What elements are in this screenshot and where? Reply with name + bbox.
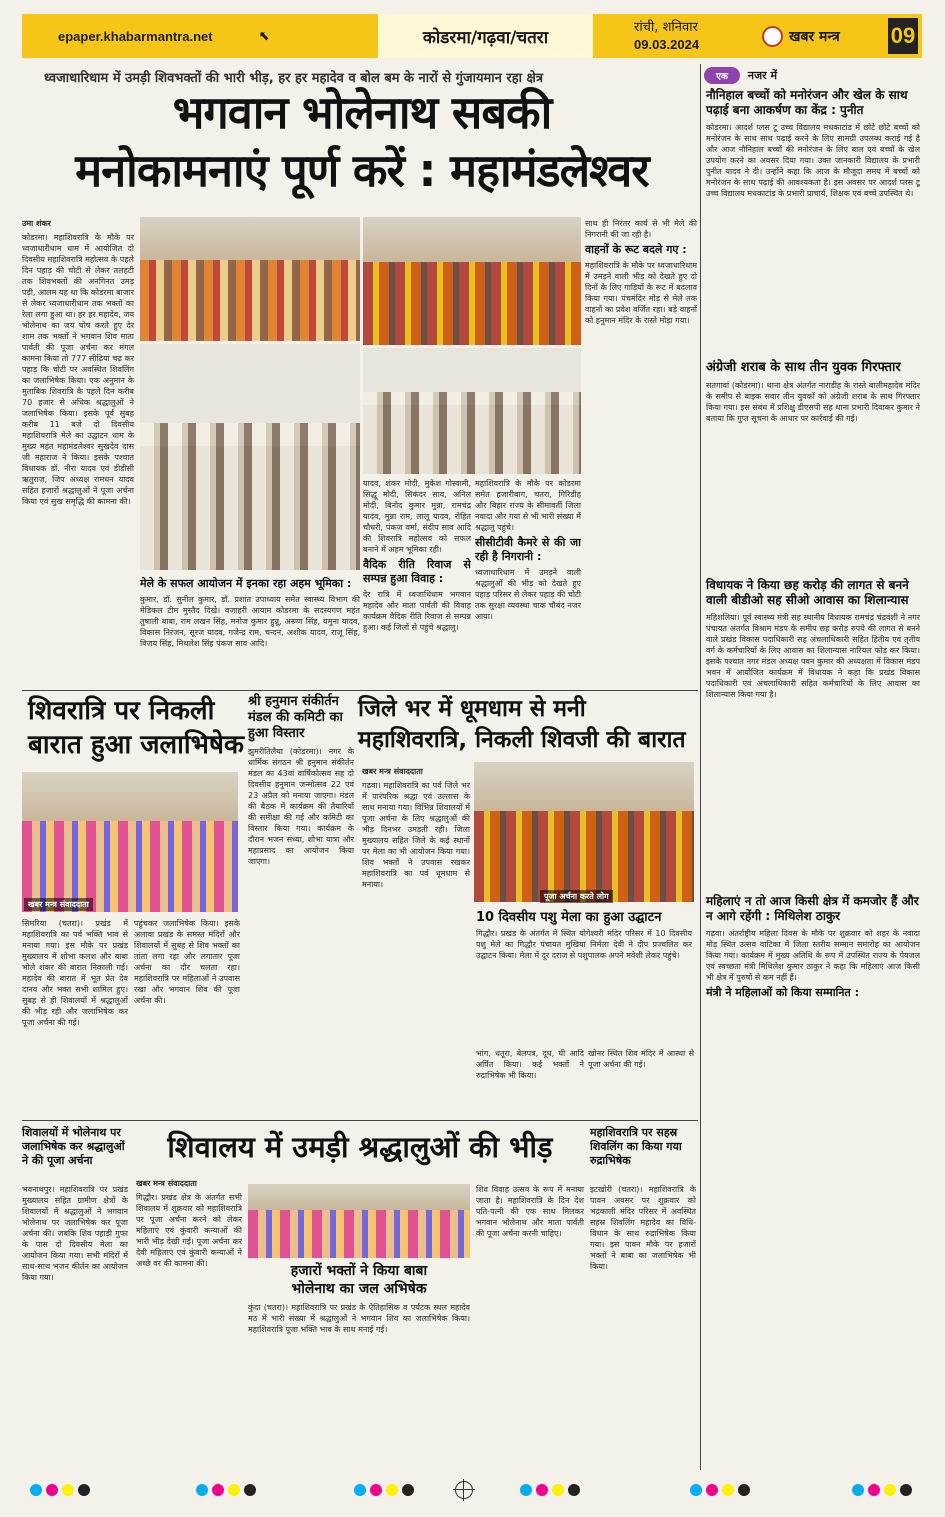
baraat-headline: [28, 694, 248, 762]
black-dot: [900, 1484, 912, 1496]
district-headline: [358, 694, 694, 756]
baraat-headline-line2: बारात हुआ जलाभिषेक: [28, 730, 244, 760]
lead-sub-cctv: सीसीटीवी कैमरे से की जा रही है निगरानी :: [475, 536, 581, 563]
sahastra-title: महाशिवरात्रि पर सहस्र शिवलिंग का किया गया रुद्राभिषेक: [590, 1126, 682, 1167]
shivalay-column-3: [476, 1184, 584, 1470]
black-dot: [244, 1484, 256, 1496]
yellow-dot: [62, 1484, 74, 1496]
lead-column-2: [140, 574, 360, 686]
right-story2-column: [706, 380, 920, 576]
right-story3-column: [706, 612, 920, 890]
shivalay-column-1: [136, 1178, 242, 1470]
right-story2-title: अंग्रेजी शराब के साथ तीन युवक गिरफ्तार: [706, 360, 901, 375]
lead-column-3a: [363, 478, 471, 686]
lead-body-6: महाशिवरात्रि के मौके पर कोडरमा समेत हजारीबाग, चतरा, गिरिडीह और बिहार राज्य के सीमावर्ती जिला नवादा और गया से भी भारी संख्या में श्रद्धालु पहुंचे।: [475, 479, 581, 532]
magenta-dot: [46, 1484, 58, 1496]
baraat-photo: [22, 772, 238, 912]
site-url[interactable]: epaper.khabarmantra.net: [58, 28, 213, 44]
baraat-body: सिमरिया (चतरा)। प्रखंड में महाशिवरात्रि का पर्व भक्ति भाव से मनाया गया। इस मौके पर प्रखंड मुख्यालय में शोभा कलश और बाबा भोले शंकर की बारात निकाली गई। महादेव की बारात में भूत प्रेत देव दानव और भक्त सभी शामिल हुए। सुबह से ही शिवालयों में श्रद्धालुओं की भीड़ रही और जलाभिषेक कर पूजा अर्चना की गई।: [22, 919, 128, 1027]
lead-headline: [24, 84, 700, 200]
shivalay-byline: खबर मन्त्र संवाददाता: [136, 1179, 197, 1188]
lead-body-2: साथ ही निरंतर कार्य से भी मेले की निगरानी की जा रही है।: [585, 219, 697, 239]
right-story2-body: सतगावां (कोडरमा)। थाना क्षेत्र अंतर्गत नाराडीह के रास्ते बालीमहादेव मंदिर के समीप से बाइक सवार तीन युवकों को अंग्रेजी शराब के साथ गिरफ्तार किया गया। इस संबंध में प्रशिक्षु डीएसपी सह थाना प्रभारी दिवाकर कुमार ने बताया कि गुप्त सूचना के आधार पर कार्रवाई की गई।: [706, 381, 920, 423]
pashu-column-2: [588, 1048, 694, 1114]
shivalay-photo-title: [248, 1262, 470, 1298]
lead-sub-health: मेले के सफल आयोजन में इनका रहा अहम भूमिका :: [140, 577, 352, 590]
district-body-2: भांग, धतूरा, बेलपत्र, दूध, घी आदि अर्पित किया। कई भक्तों ने रुद्राभिषेक भी किया।: [476, 1049, 584, 1080]
lead-photo-mahamandaleshwar: [140, 344, 360, 570]
shivalay-photo-title-line1: हजारों भक्तों ने किया बाबा: [290, 1263, 428, 1279]
ek-nazar-tag: [704, 66, 777, 84]
district-body: गढ़वा। महाशिवरात्रि का पर्व जिले भर में पारंपरिक श्रद्धा एवं उल्लास के साथ मनाया गया। विभिन्न शिवालयों में पूजा अर्चना के लिए श्रद्धालुओं की भीड़ दिनभर उमड़ती रही। जिला मुख्यालय सहित जिले के कई स्थानों पर मेला का भी आयोजन किया गया। शिव भक्तों ने उपवास रखकर महाशिवरात्रि का पर्व धूमधाम से मनाया।: [362, 781, 470, 889]
district-headline-line2: महाशिवरात्रि, निकली शिवजी की बारात: [358, 727, 686, 753]
tag-nazar: नजर में: [747, 68, 778, 82]
shivalay-headline: शिवालय में उमड़ी श्रद्धालुओं की भीड़: [167, 1130, 553, 1164]
magenta-dot: [868, 1484, 880, 1496]
yellow-dot: [228, 1484, 240, 1496]
right-story4-body: गढ़वा। अंतर्राष्ट्रीय महिला दिवस के मौके पर शुक्रवार को शहर के नवादा मोड़ स्थित उत्सव वाटिका में जिला स्तरीय सम्मान समारोह का आयोजन किया गया। कार्यक्रम में मुख्य अतिथि के रूप में उपस्थित राज्य के पेयजल एवं स्वच्छता मंत्री मिथिलेश कुमार ठाकुर ने कहा कि महिलाएं आज किसी भी क्षेत्र में पुरुषों से कम नहीं हैं।: [706, 929, 920, 982]
lead-photo-stall: [363, 348, 581, 474]
district-column: [362, 766, 470, 1114]
right-story4-sub: मंत्री ने महिलाओं को किया सम्मानित :: [706, 986, 859, 999]
district-byline: खबर मन्त्र संवाददाता: [362, 767, 423, 776]
shivalay-body-3: शिव विवाह उत्सव के रूप में मनाया जाता है। महाशिवरात्रि के दिन देश पति-पत्नी की एक साथ मिलकर भगवान भोलेनाथ और माता पार्वती की पूजा अर्चना करनी चाहिए।: [476, 1185, 584, 1238]
edition-date: 09.03.2024: [634, 37, 700, 52]
right-story3-body: महिशलिया। पूर्व स्वास्थ्य मंत्री सह स्थानीय विधायक रामचंद्र चंद्रवंशी ने नगर पंचायत अंतर्गत विश्राम मंडप के समीप छह करोड़ रुपये की लागत से बनने वाले प्रखंड विकास पदाधिकारी सह अंचलाधिकारी सहित हितीय एवं तृतीय वर्ग के कर्मचारियों के लिए आवास का शिलान्यास नारियल फोड़ कर किया। इसके पश्चात नगर मंडल अध्यक्ष पवन कुमार की अध्यक्षता में विकास मंडप भवन में आयोजित कार्यक्रम में विधायक ने कहा कि प्रखंड विकास पदाधिकारी एवं अंचलाधिकारी सहित कर्मचारियों के लिए आवास का शिलान्यास किया गया है।: [706, 613, 920, 699]
cyan-dot: [520, 1484, 532, 1496]
registration-mark-icon: [455, 1481, 473, 1499]
hanuman-body: झुमरीतिलैया (कोडरमा)। नगर के धार्मिक संगठन श्री हनुमान संकीर्तन मंडल का 43वां वार्षिकोत्सव सह दो दिवसीय हनुमान जन्मोत्सव 22 एवं 23 अप्रैल को मनाया जाएगा। मंडल की बैठक में कार्यक्रम की तैयारियों की समीक्षा की गई और कमिटी का विस्तार किया गया। कार्यक्रम के दौरान भजन संध्या, शोभा यात्रा और महाप्रसाद का आयोजन किया जाएगा।: [248, 747, 354, 866]
district-column-2: [476, 1048, 584, 1114]
district-photo: [474, 762, 694, 902]
lead-column-1: [22, 218, 134, 698]
shivalay-body: गिद्धौर। प्रखंड क्षेत्र के अंतर्गत सभी शिवालय में शुक्रवार को महाशिवरात्रि पर पूजा अर्चना करने को लेकर महिलाएं एवं कुंवारी कन्याओं की भारी भीड़ देखी गई। पूजा अर्चना कर देवी महिलाएं एवं कुंवारी कन्याओं ने अच्छे वर की कामना की।: [136, 1193, 242, 1268]
sahastra-column: [590, 1184, 696, 1470]
shivalay-body-2: कुंदा (चतरा)। महाशिवरात्रि पर प्रखंड के ऐतिहासिक व पर्यटक स्थल महादेव मठ में भारी संख्या में श्रद्धालुओं ने भगवान शिव का जलाभिषेक किया। महाशिवरात्रि पूजा भक्ति भाव के साथ मनाई गई।: [248, 1303, 470, 1334]
section-title: कोडरमा/गढ़वा/चतरा: [378, 14, 593, 58]
magenta-dot: [536, 1484, 548, 1496]
right-story1-body: कोडरमा। आदर्श प्लस टू उच्च विद्यालय मधकाटांड में छोटे छोटे बच्चों को मनोरंजन के साथ साथ पढ़ाई करने के लिए सामग्री उपलब्ध कराई गई है और आज नौनिहाल बच्चों की मनोरंजन के लिए बाल एवं बच्चों के खेल उपयोग करने का अवसर दिया गया। उक्त जानकारी विद्यालय के प्रभारी पुनीत यादव ने दी। उन्होंने कहा कि आज के मौजूदा समय में बच्चों को मनोरंजन के साथ पढ़ाई की आवश्यकता है। इस अवसर पर आदर्श प्लस टू उच्च विद्यालय मधकाटांड के प्रभारी प्राचार्य, शिक्षक एवं बच्चे उपस्थित थे।: [706, 123, 920, 198]
lead-body-7: ध्वजाधारिधाम में उमड़ने वाली श्रद्धालुओं की भीड़ को देखते हुए पहाड़ परिसर से लेकर पहाड़ की चोटी तक सुरक्षा व्यवस्था चाक चौबंद नजर आया।: [475, 568, 581, 621]
pashu-title: 10 दिवसीय पशु मेला का हुआ उद्घाटन: [476, 910, 662, 925]
baraat-column-2: [134, 918, 240, 1110]
pashu-body: गिद्धौर। प्रखंड के अंतर्गत में स्थित योगेश्वरी मंदिर परिसर में 10 दिवसीय पशु मेले का गिद्धौर पंचायत मुखिया निर्मला देवी ने दीप प्रज्वलित कर उद्घाटन किया। मेला में दूर दराज से पशुपालक अपने मवेशी लेकर पहुंचे।: [476, 929, 692, 960]
lead-sub-vedic: वैदिक रीति रिवाज से सम्पन्न हुआ विवाह :: [363, 558, 471, 585]
sahastra-body: इटखोरी (चतरा)। महाशिवरात्रि के पावन अवसर पर शुक्रवार को भद्रकाली मंदिर परिसर में अवस्थित सहस्र शिवलिंग महादेव का विधि-विधान के साथ रुद्राभिषेक किया गया। इस पावन मौके पर हजारों भक्तों ने बाबा का जलाभिषेक भी किया।: [590, 1185, 696, 1271]
divider: [22, 1120, 698, 1121]
district-photo-caption: पूजा अर्चना करते लोग: [540, 890, 613, 903]
lead-photo-devotees: [363, 217, 581, 345]
logo-icon: [762, 26, 783, 47]
yellow-dot: [722, 1484, 734, 1496]
tag-ek: एक: [704, 67, 740, 84]
hanuman-title: श्री हनुमान संकीर्तन मंडल की कमिटी का हुआ विस्तार: [248, 694, 343, 741]
magenta-dot: [706, 1484, 718, 1496]
right-story4-column: [706, 928, 920, 1470]
lead-headline-line1: भगवान भोलेनाथ सबकी: [172, 86, 552, 139]
yellow-dot: [884, 1484, 896, 1496]
right-story1-title: नौनिहाल बच्चों को मनोरंजन और खेल के साथ पढ़ाई बना आकर्षण का केंद्र : पुनीत: [706, 88, 908, 117]
pashu-column: [476, 928, 692, 1044]
lead-body-8: कुमार, डॉ. सुनील कुमार, डॉ. प्रशांत उपाध्याय समेत स्वास्थ्य विभाग की मेडिकल टीम मुस्तैद दिखे। वजाहरी आयाम कोडरमा के सदस्यगण महंत तुषाली बाबा, राम लखन सिंह, मनोज कुमार हुन्नू, अरूण सिंह, यमुना यादव, विकास निरंजन, सूरज यादव, गजेन्द्र राम, चन्दन, अशोक यादव, राजू सिंह, विजय सिंह, मिथलेश सिंह पंकज साव आदि।: [140, 595, 360, 648]
yellow-dot: [386, 1484, 398, 1496]
lead-body-4: यादव, शंकर मोदी, मुकेश गोस्वामी, सिद्धू मोदी, सिकंदर साव, अनिल मोदी, बिनोद कुमार मुन्ना, रामचंद्र यादव, मुन्ना राम, लालू यादव, रोहित चौधरी, पंकज वर्मा, संदीप साव आदि की शिवरात्रि महोत्सव को सफल बनाने में अहम भूमिका रही।: [363, 479, 471, 554]
lead-photo-crowd: [140, 217, 360, 341]
hanuman-column: [248, 746, 354, 1118]
district-headline-line1: जिले भर में धूमधाम से मनी: [358, 696, 586, 722]
right-story4-title: महिलाएं न तो आज किसी क्षेत्र में कमजोर हैं और न आगे रहेंगी : मिथिलेश ठाकुर: [706, 894, 919, 923]
lead-body-3: महाशिवरात्रि के मौके पर ध्वजाधारिधाम में उमड़ने वाली भीड़ को देखते हुए दो दिनों के लिए गाड़ियों के रूट में बदलाव किया गया। पंचमंदिर मोड़ से मेले तक वाहनों का प्रवेश वर्जित रहा। बड़े वाहनों को हनुमान मंदिर के रास्ते मोड़ा गया।: [585, 261, 697, 325]
baraat-body-2: पहुंचकर जलाभिषेक किया। इसके अलावा प्रखंड के समस्त मंदिरों और शिवालयों में सुबह से शिव भक्तों का तांता लगा रहा और लगातार पूजा अर्चना का दौर चलता रहा। महाशिवरात्रि पर महिलाओं ने उपवास रखा और भगवान शिव की पूजा अर्चना की।: [134, 919, 240, 1005]
shivalay-column-2: [248, 1302, 470, 1470]
shivalay-side-body: भवनाथपुर। महाशिवरात्रि पर प्रखंड मुख्यालय सहित ग्रामीण क्षेत्रों के शिवालयों में श्रद्धालुओं ने भगवान भोलेनाथ पर जलाभिषेक कर पूजा अर्चना की। जबकि शिव पहाड़ी गुफा के पास दो दिवसीय मेला का आयोजन किया गया। सभी मंदिरों में साथ-साथ भजन कीर्तन का आयोजन किया गया।: [22, 1185, 128, 1282]
right-story3-title: विधायक ने किया छह करोड़ की लागत से बनने वाली बीडीओ सह सीओ आवास का शिलान्यास: [706, 578, 909, 607]
brand-logo: [762, 26, 840, 47]
shivalay-side-column: [22, 1184, 128, 1470]
black-dot: [738, 1484, 750, 1496]
black-dot: [78, 1484, 90, 1496]
lead-body-1: कोडरमा। महाशिवरात्रि के मौके पर ध्वजाधारीधाम धाम में आयोजित दो दिवसीय महाशिवरात्रि महोत्सव के पहले दिन पहाड़ की चोटी से लेकर तलहटी तक शिवभक्तों की अनगिनत उमड़ पड़ी, आलम यह था कि कोडरमा बाजार से लेकर ध्वजाधारीधाम तक भक्तों का रेला लगा हुआ था। हर हर महादेव, जय भोलेनाथ का जय घोष करते हुए देर शाम तक भक्तों ने भगवान शिव माता पार्वती की पूजा अर्चना कर मंगल कामना किया तो 777 सीढ़ियां चढ़ कर पहाड़ कि चोटी पर अवस्थित शिवलिंग का जलाभिषेक किया। एक अनुमान के मुताबिक शिवरात्रि के पहले दिन करीब 70 हजार से अधिक श्रद्धालुओं ने जलाभिषेक किया। इसके पूर्व सुबह करीब 11 बजे दो दिवसीय महाशिवरात्रि मेले का उद्घाटन धाम के मुख्य महंत महामंडलेश्वर सुखदेव दास जी महाराज ने किया। इसके पश्चात विधायक डॉ. नीरा यादव एवं डीडीसी ऋतुराज, जिप अध्यक्ष रामधन यादव सहित हजारों श्रद्धालुओं ने पूजा अर्चना किया एवं सुख समृद्धि की कामना की।: [22, 233, 134, 506]
lead-headline-line2: मनोकामनाएं पूर्ण करें : महामंडलेश्वर: [75, 144, 649, 197]
baraat-photo-caption: खबर मन्त्र संवाददाता: [24, 898, 93, 911]
cyan-dot: [852, 1484, 864, 1496]
lead-column-4: [585, 218, 697, 688]
shivalay-photo: [248, 1184, 470, 1258]
lead-byline: उमा शंकर: [22, 219, 51, 228]
cursor-icon: ⬉: [258, 28, 270, 44]
shivalay-photo-title-line2: भोलेनाथ का जल अभिषेक: [291, 1281, 427, 1297]
yellow-dot: [552, 1484, 564, 1496]
cyan-dot: [354, 1484, 366, 1496]
pashu-body-2: खोनर स्थित शिव मंदिर में आस्था से पूजा अर्चना की गई।: [588, 1049, 694, 1069]
lead-kicker: ध्वजाधारिधाम में उमड़ी शिवभक्तों की भारी भीड़, हर हर महादेव व बोल बम के नारों से गुंजायमान रहा क्षेत्र: [44, 71, 544, 86]
black-dot: [568, 1484, 580, 1496]
lead-column-3b: [475, 478, 581, 686]
baraat-column-1: [22, 918, 128, 1110]
cyan-dot: [30, 1484, 42, 1496]
magenta-dot: [212, 1484, 224, 1496]
city-day: रांची, शनिवार: [634, 20, 698, 35]
masthead: [22, 14, 922, 58]
divider: [700, 64, 701, 1470]
lead-body-5: देर रात्रि में ध्वजाधिधाम भगवान महादेव और माता पार्वती की विवाह कार्यक्रम वैदिक रीति रिवाज से सम्पन्न हुआ। कई जिलों से पहुंचे श्रद्धालु।: [363, 590, 471, 632]
magenta-dot: [370, 1484, 382, 1496]
cyan-dot: [690, 1484, 702, 1496]
brand-name: खबर मन्त्र: [789, 29, 840, 45]
baraat-headline-line1: शिवरात्रि पर निकली: [28, 696, 215, 726]
cyan-dot: [196, 1484, 208, 1496]
black-dot: [402, 1484, 414, 1496]
right-story1-column: [706, 122, 920, 358]
lead-sub-vehicle: वाहनों के रूट बदले गए :: [585, 243, 687, 256]
divider: [22, 690, 698, 691]
shivalay-side-title: शिवालयों में भोलेनाथ पर जलाभिषेक कर श्रद्धालुओं ने की पूजा अर्चना: [22, 1126, 125, 1167]
page-number: 09: [888, 18, 918, 54]
